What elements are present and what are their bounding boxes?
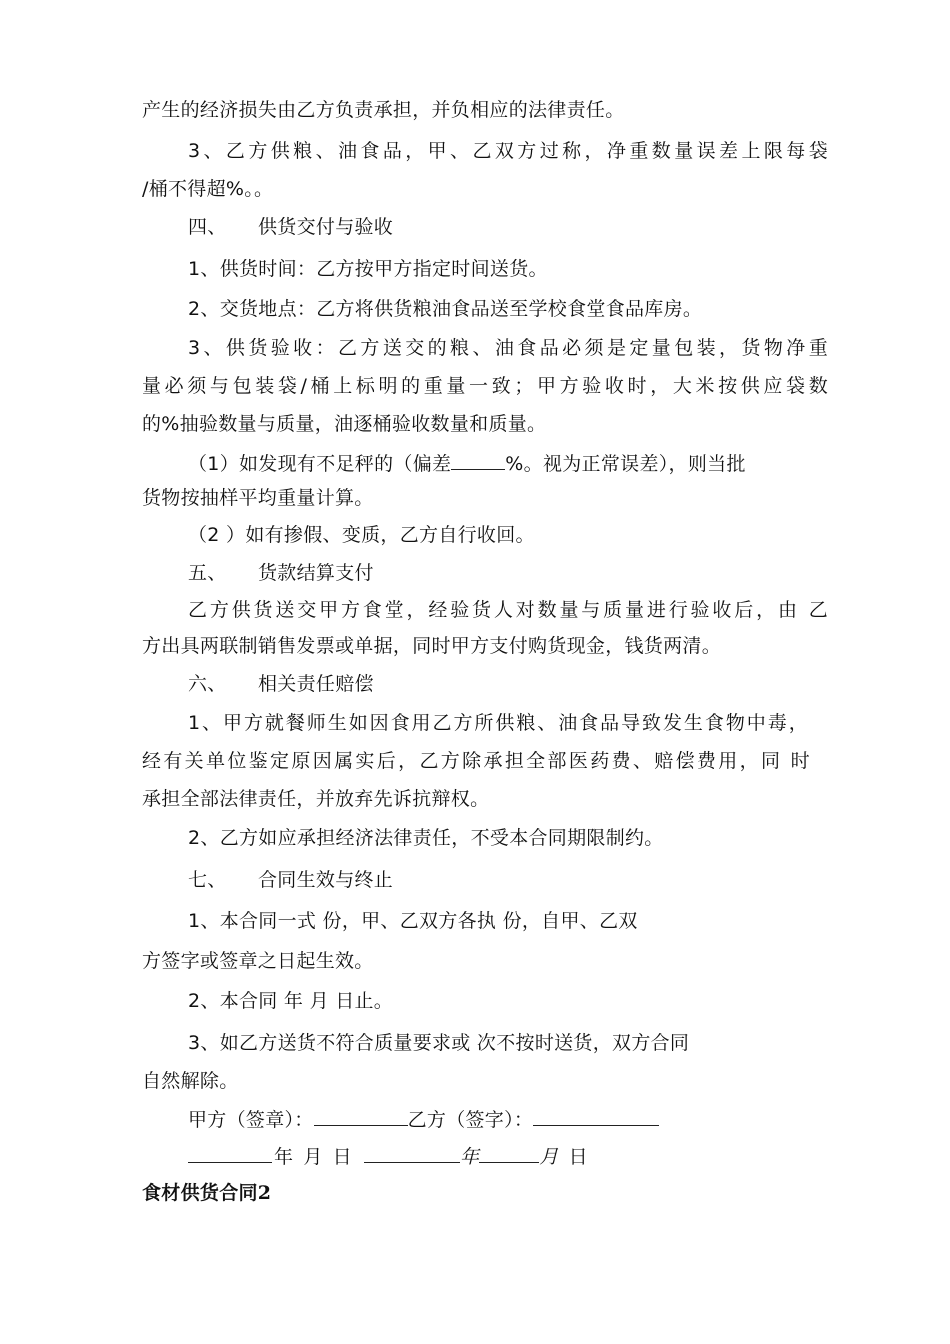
section-number: 六、 bbox=[188, 673, 227, 695]
party-b-label: 乙方（签字）： bbox=[407, 1109, 534, 1131]
year-label: 年 bbox=[459, 1146, 480, 1168]
month-label: 月 bbox=[539, 1146, 559, 1168]
section-title: 供货交付与验收 bbox=[258, 216, 394, 238]
month-blank bbox=[479, 1142, 539, 1163]
date-line bbox=[188, 1142, 588, 1170]
paragraph-line: 1、本合同一式 份，甲、乙双方各执 份，自甲、乙双 bbox=[188, 910, 638, 932]
paragraph-line: 2、本合同 年 月 日止。 bbox=[188, 990, 394, 1012]
section-title-contract-2: 食材供货合同2 bbox=[142, 1182, 272, 1204]
paragraph-line: 1、供货时间：乙方按甲方指定时间送货。 bbox=[188, 258, 548, 280]
section-number: 七、 bbox=[188, 869, 227, 891]
day-label: 日 bbox=[332, 1146, 352, 1168]
paragraph-line: 2、乙方如应承担经济法律责任，不受本合同期限制约。 bbox=[188, 827, 664, 849]
month-label: 月 bbox=[303, 1146, 323, 1168]
party-b-blank bbox=[533, 1105, 659, 1126]
section-number: 五、 bbox=[188, 562, 227, 584]
paragraph-line: 产生的经济损失由乙方负责承担，并负相应的法律责任。 bbox=[142, 99, 625, 121]
section-title: 货款结算支付 bbox=[258, 562, 374, 584]
paragraph-line: 2、交货地点：乙方将供货粮油食品送至学校食堂食品库房。 bbox=[188, 298, 703, 320]
paragraph-line: 3、乙方供粮、油食品，甲、乙双方过称，净重数量误差上限每袋 bbox=[188, 140, 828, 162]
paragraph-line: 量必须与包装袋/桶上标明的重量一致；甲方验收时，大米按供应袋数 bbox=[142, 375, 828, 397]
paragraph-line: 货物按抽样平均重量计算。 bbox=[142, 487, 374, 509]
year-blank bbox=[188, 1142, 272, 1163]
paragraph-line: 3、供货验收：乙方送交的粮、油食品必须是定量包装，货物净重 bbox=[188, 337, 828, 359]
section-number: 四、 bbox=[188, 216, 227, 238]
section-heading-4 bbox=[188, 214, 393, 240]
paragraph-line: /桶不得超%。。 bbox=[142, 178, 274, 200]
paragraph-line: 方签字或签章之日起生效。 bbox=[142, 950, 374, 972]
text-segment: %。视为正常误差），则当批 bbox=[505, 453, 746, 475]
paragraph-line: 方出具两联制销售发票或单据，同时甲方支付购货现金，钱货两清。 bbox=[142, 635, 722, 657]
text-segment: （1）如发现有不足秤的（偏差 bbox=[188, 453, 452, 475]
section-heading-7 bbox=[188, 867, 393, 893]
year-label: 年 bbox=[274, 1146, 294, 1168]
paragraph-line: （2 ）如有掺假、变质，乙方自行收回。 bbox=[188, 524, 535, 546]
paragraph-line: 经有关单位鉴定原因属实后，乙方除承担全部医药费、赔偿费用，同 时 bbox=[142, 750, 810, 772]
section-heading-5 bbox=[188, 560, 374, 586]
fill-blank bbox=[451, 449, 505, 470]
section-title: 合同生效与终止 bbox=[258, 869, 394, 891]
year-blank bbox=[364, 1142, 460, 1163]
party-a-label: 甲方（签章）： bbox=[188, 1109, 314, 1131]
paragraph-line: 1、甲方就餐师生如因食用乙方所供粮、油食品导致发生食物中毒， bbox=[188, 712, 808, 734]
paragraph-line: 乙方供货送交甲方食堂，经验货人对数量与质量进行验收后，由 乙 bbox=[188, 599, 828, 621]
paragraph-line: 承担全部法律责任，并放弃先诉抗辩权。 bbox=[142, 788, 490, 810]
paragraph-line: 的%抽验数量与质量，油逐桶验收数量和质量。 bbox=[142, 413, 547, 435]
paragraph-line bbox=[188, 449, 746, 477]
section-heading-6 bbox=[188, 671, 374, 697]
day-label: 日 bbox=[568, 1146, 588, 1168]
signature-line bbox=[188, 1105, 659, 1133]
section-title: 相关责任赔偿 bbox=[258, 673, 374, 695]
paragraph-line: 3、如乙方送货不符合质量要求或 次不按时送货，双方合同 bbox=[188, 1032, 690, 1054]
party-a-blank bbox=[314, 1105, 408, 1126]
paragraph-line: 自然解除。 bbox=[142, 1070, 239, 1092]
